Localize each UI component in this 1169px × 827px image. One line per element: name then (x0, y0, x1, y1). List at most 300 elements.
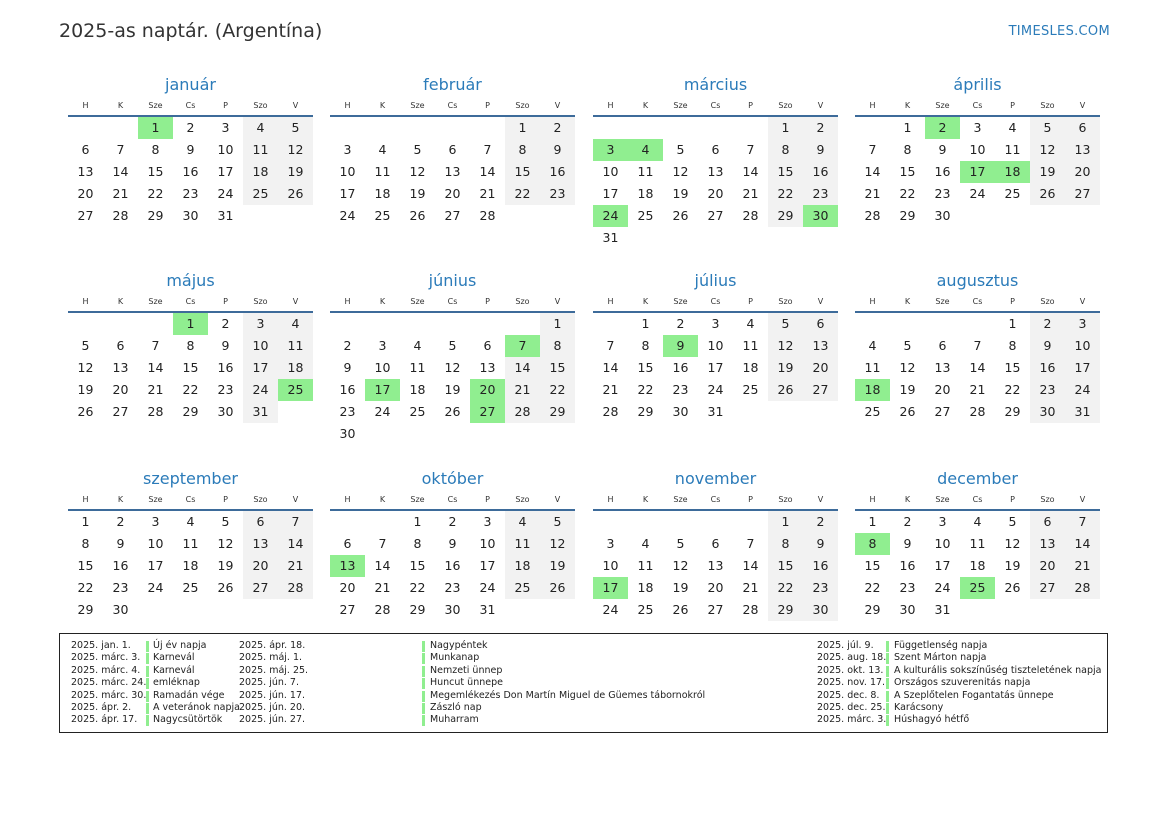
empty-day-cell (855, 313, 890, 335)
weekday-header: Cs (435, 96, 470, 117)
legend-date: 2025. okt. 13. (817, 664, 884, 676)
empty-day-cell (890, 313, 925, 335)
legend-holiday-name: Nagypéntek (430, 640, 488, 651)
legend-date: 2025. ápr. 18. (239, 640, 306, 651)
day-cell: 12 (77, 360, 94, 375)
day-cell: 29 (540, 401, 575, 423)
day-cell: 7 (746, 142, 755, 157)
legend-marker (146, 653, 149, 664)
empty-day-cell (103, 313, 138, 335)
legend-holiday-name: Új év napja (153, 640, 207, 651)
day-cell: 28 (742, 208, 759, 223)
day-cell: 9 (221, 338, 230, 353)
month-days-grid (593, 292, 838, 423)
day-cell: 8 (151, 142, 160, 157)
day-cell: 30 (339, 426, 356, 441)
day-cell: 18 (742, 360, 759, 375)
day-cell: 8 (768, 139, 803, 161)
day-cell: 18 (374, 186, 391, 201)
weekday-header: H (855, 96, 890, 117)
day-cell: 28 (278, 577, 313, 599)
weekday-header: H (68, 96, 103, 117)
day-cell: 10 (934, 536, 951, 551)
day-cell: 28 (374, 602, 391, 617)
day-cell: 31 (602, 230, 619, 245)
legend-date: 2025. dec. 8. (817, 689, 880, 701)
day-cell: 29 (77, 602, 94, 617)
day-cell: 19 (540, 555, 575, 577)
day-cell: 16 (339, 382, 356, 397)
holiday-day-cell: 27 (470, 401, 505, 423)
weekday-header: Cs (960, 490, 995, 511)
day-cell: 12 (1030, 139, 1065, 161)
day-cell: 13 (243, 533, 278, 555)
day-cell: 19 (217, 558, 234, 573)
legend-marker (886, 691, 889, 702)
weekday-header: V (540, 292, 575, 313)
day-cell: 10 (374, 360, 391, 375)
day-cell: 19 (899, 382, 916, 397)
month-november (593, 468, 838, 621)
day-cell: 23 (182, 186, 199, 201)
empty-day-cell (925, 313, 960, 335)
day-cell: 25 (742, 382, 759, 397)
weekday-header: P (995, 490, 1030, 511)
day-cell: 7 (278, 511, 313, 533)
legend-date: 2025. ápr. 17. (71, 714, 138, 726)
empty-day-cell (330, 313, 365, 335)
day-cell: 24 (374, 404, 391, 419)
weekday-header: V (803, 96, 838, 117)
day-cell: 16 (540, 161, 575, 183)
legend-marker (886, 678, 889, 689)
weekday-header: Sze (400, 490, 435, 511)
month-days-grid (68, 96, 313, 227)
day-cell: 22 (505, 183, 540, 205)
day-cell: 6 (343, 536, 352, 551)
day-cell: 24 (969, 186, 986, 201)
month-days-grid (330, 490, 575, 621)
day-cell: 31 (243, 401, 278, 423)
day-cell: 9 (903, 536, 912, 551)
empty-day-cell (68, 117, 103, 139)
day-cell: 6 (711, 536, 720, 551)
day-cell: 28 (1065, 577, 1100, 599)
day-cell: 11 (637, 558, 654, 573)
day-cell: 29 (409, 602, 426, 617)
weekday-header: V (540, 490, 575, 511)
holiday-day-cell: 25 (278, 379, 313, 401)
day-cell: 5 (1030, 117, 1065, 139)
weekday-header: Sze (663, 292, 698, 313)
day-cell: 24 (479, 580, 496, 595)
day-cell: 7 (868, 142, 877, 157)
weekday-header: K (365, 490, 400, 511)
day-cell: 6 (711, 142, 720, 157)
day-cell: 21 (505, 379, 540, 401)
legend-marker (146, 678, 149, 689)
holiday-day-cell: 30 (803, 205, 838, 227)
day-cell: 14 (147, 360, 164, 375)
empty-day-cell (663, 117, 698, 139)
legend-holiday-name: Karnevál (153, 652, 195, 664)
day-cell: 24 (934, 580, 951, 595)
day-cell: 25 (864, 404, 881, 419)
weekday-header: P (208, 96, 243, 117)
empty-day-cell (855, 117, 890, 139)
day-cell: 22 (1004, 382, 1021, 397)
day-cell: 16 (672, 360, 689, 375)
day-cell: 14 (602, 360, 619, 375)
day-cell: 9 (803, 139, 838, 161)
month-title: április (953, 75, 1002, 94)
weekday-header: Cs (173, 292, 208, 313)
weekday-header: Sze (138, 490, 173, 511)
holiday-day-cell: 2 (925, 117, 960, 139)
month-title: augusztus (936, 271, 1019, 290)
day-cell: 16 (934, 164, 951, 179)
day-cell: 8 (186, 338, 195, 353)
day-cell: 26 (278, 183, 313, 205)
weekday-header: Szo (768, 96, 803, 117)
legend-marker (886, 641, 889, 652)
day-cell: 14 (1065, 533, 1100, 555)
weekday-header: H (330, 96, 365, 117)
month-augusztus (855, 270, 1100, 423)
month-days-grid (855, 96, 1100, 227)
day-cell: 25 (637, 602, 654, 617)
holiday-day-cell: 7 (505, 335, 540, 357)
day-cell: 21 (1065, 555, 1100, 577)
holiday-day-cell: 18 (855, 379, 890, 401)
day-cell: 4 (973, 514, 982, 529)
day-cell: 2 (221, 316, 230, 331)
weekday-header: K (103, 96, 138, 117)
day-cell: 23 (899, 580, 916, 595)
legend-holiday-name: Karnevál (153, 664, 195, 676)
weekday-header: P (470, 96, 505, 117)
day-cell: 15 (540, 357, 575, 379)
day-cell: 26 (444, 404, 461, 419)
weekday-header: Szo (505, 490, 540, 511)
day-cell: 5 (540, 511, 575, 533)
day-cell: 7 (746, 536, 755, 551)
day-cell: 13 (1030, 533, 1065, 555)
legend-marker (146, 641, 149, 652)
day-cell: 1 (903, 120, 912, 135)
legend-date: 2025. aug. 18. (817, 652, 887, 664)
day-cell: 6 (803, 313, 838, 335)
day-cell: 13 (77, 164, 94, 179)
day-cell: 10 (602, 558, 619, 573)
day-cell: 4 (641, 536, 650, 551)
legend-marker (422, 715, 425, 726)
day-cell: 5 (903, 338, 912, 353)
day-cell: 29 (768, 599, 803, 621)
weekday-header: K (890, 490, 925, 511)
brand-link[interactable]: TIMESLES.COM (1008, 24, 1110, 39)
day-cell: 15 (768, 161, 803, 183)
day-cell: 28 (505, 401, 540, 423)
day-cell: 30 (112, 602, 129, 617)
day-cell: 23 (339, 404, 356, 419)
legend-date: 2025. márc. 24. (71, 677, 147, 689)
month-február (330, 74, 575, 227)
day-cell: 24 (147, 580, 164, 595)
day-cell: 19 (672, 580, 689, 595)
day-cell: 20 (444, 186, 461, 201)
day-cell: 6 (243, 511, 278, 533)
day-cell: 2 (803, 117, 838, 139)
empty-day-cell (698, 117, 733, 139)
day-cell: 4 (505, 511, 540, 533)
day-cell: 31 (707, 404, 724, 419)
day-cell: 11 (1004, 142, 1021, 157)
day-cell: 5 (278, 117, 313, 139)
empty-day-cell (365, 511, 400, 533)
day-cell: 21 (742, 580, 759, 595)
day-cell: 19 (77, 382, 94, 397)
day-cell: 6 (938, 338, 947, 353)
day-cell: 27 (1065, 183, 1100, 205)
month-december (855, 468, 1100, 621)
day-cell: 18 (969, 558, 986, 573)
day-cell: 17 (934, 558, 951, 573)
day-cell: 19 (672, 186, 689, 201)
day-cell: 18 (243, 161, 278, 183)
legend-holiday-name: Munkanap (430, 652, 480, 664)
day-cell: 29 (768, 205, 803, 227)
day-cell: 25 (409, 404, 426, 419)
day-cell: 14 (374, 558, 391, 573)
day-cell: 30 (803, 599, 838, 621)
day-cell: 10 (147, 536, 164, 551)
day-cell: 13 (444, 164, 461, 179)
weekday-header: Szo (243, 292, 278, 313)
weekday-header: K (103, 490, 138, 511)
day-cell: 1 (641, 316, 650, 331)
weekday-header: K (103, 292, 138, 313)
day-cell: 24 (339, 208, 356, 223)
day-cell: 29 (637, 404, 654, 419)
weekday-header: H (593, 292, 628, 313)
day-cell: 16 (112, 558, 129, 573)
month-title: október (421, 469, 484, 488)
holiday-legend (59, 633, 1108, 733)
day-cell: 30 (217, 404, 234, 419)
day-cell: 2 (116, 514, 125, 529)
empty-day-cell (400, 313, 435, 335)
day-cell: 6 (448, 142, 457, 157)
empty-day-cell (960, 313, 995, 335)
empty-day-cell (330, 511, 365, 533)
day-cell: 22 (637, 382, 654, 397)
day-cell: 21 (147, 382, 164, 397)
empty-day-cell (470, 313, 505, 335)
day-cell: 17 (602, 186, 619, 201)
day-cell: 10 (1065, 335, 1100, 357)
day-cell: 5 (221, 514, 230, 529)
day-cell: 30 (1030, 401, 1065, 423)
day-cell: 28 (112, 208, 129, 223)
holiday-day-cell: 3 (593, 139, 628, 161)
day-cell: 7 (606, 338, 615, 353)
empty-day-cell (103, 117, 138, 139)
weekday-header: Cs (698, 490, 733, 511)
legend-date: 2025. máj. 25. (239, 664, 309, 676)
day-cell: 9 (1030, 335, 1065, 357)
day-cell: 30 (899, 602, 916, 617)
holiday-day-cell: 17 (960, 161, 995, 183)
legend-date: 2025. máj. 1. (239, 652, 303, 664)
day-cell: 25 (1004, 186, 1021, 201)
weekday-header: P (733, 292, 768, 313)
day-cell: 31 (479, 602, 496, 617)
day-cell: 21 (278, 555, 313, 577)
day-cell: 2 (1030, 313, 1065, 335)
day-cell: 26 (1004, 580, 1021, 595)
holiday-day-cell: 24 (593, 205, 628, 227)
day-cell: 15 (182, 360, 199, 375)
empty-day-cell (733, 511, 768, 533)
legend-holiday-name: A kulturális sokszínűség tiszteletének napja (894, 664, 1102, 676)
day-cell: 4 (1008, 120, 1017, 135)
legend-holiday-name: Szent Márton napja (894, 652, 987, 664)
day-cell: 4 (186, 514, 195, 529)
day-cell: 4 (413, 338, 422, 353)
month-május (68, 270, 313, 423)
day-cell: 17 (479, 558, 496, 573)
day-cell: 11 (505, 533, 540, 555)
empty-day-cell (698, 511, 733, 533)
weekday-header: Cs (435, 490, 470, 511)
weekday-header: Szo (1030, 490, 1065, 511)
day-cell: 20 (77, 186, 94, 201)
day-cell: 23 (540, 183, 575, 205)
weekday-header: H (68, 490, 103, 511)
day-cell: 11 (637, 164, 654, 179)
day-cell: 26 (77, 404, 94, 419)
day-cell: 3 (1065, 313, 1100, 335)
day-cell: 3 (973, 120, 982, 135)
empty-day-cell (593, 511, 628, 533)
day-cell: 22 (540, 379, 575, 401)
day-cell: 17 (1065, 357, 1100, 379)
day-cell: 18 (637, 580, 654, 595)
day-cell: 21 (602, 382, 619, 397)
day-cell: 5 (448, 338, 457, 353)
day-cell: 16 (217, 360, 234, 375)
weekday-header: Szo (768, 490, 803, 511)
day-cell: 3 (243, 313, 278, 335)
day-cell: 14 (479, 164, 496, 179)
day-cell: 15 (409, 558, 426, 573)
weekday-header: Cs (173, 96, 208, 117)
day-cell: 3 (343, 142, 352, 157)
weekday-header: K (628, 96, 663, 117)
day-cell: 16 (899, 558, 916, 573)
day-cell: 13 (479, 360, 496, 375)
day-cell: 6 (81, 142, 90, 157)
empty-day-cell (593, 117, 628, 139)
day-cell: 20 (803, 357, 838, 379)
day-cell: 19 (768, 357, 803, 379)
day-cell: 3 (711, 316, 720, 331)
day-cell: 8 (505, 139, 540, 161)
weekday-header: P (995, 292, 1030, 313)
day-cell: 8 (81, 536, 90, 551)
day-cell: 15 (768, 555, 803, 577)
day-cell: 12 (672, 164, 689, 179)
month-days-grid (68, 292, 313, 423)
day-cell: 2 (676, 316, 685, 331)
day-cell: 19 (444, 382, 461, 397)
legend-holiday-name: Nemzeti ünnep (430, 664, 503, 676)
day-cell: 8 (540, 335, 575, 357)
day-cell: 4 (243, 117, 278, 139)
legend-marker (886, 653, 889, 664)
legend-marker (146, 691, 149, 702)
day-cell: 10 (243, 335, 278, 357)
legend-date: 2025. ápr. 2. (71, 702, 132, 713)
day-cell: 12 (444, 360, 461, 375)
day-cell: 30 (672, 404, 689, 419)
day-cell: 29 (182, 404, 199, 419)
day-cell: 17 (217, 164, 234, 179)
weekday-header: Sze (925, 490, 960, 511)
weekday-header: Sze (400, 292, 435, 313)
day-cell: 2 (903, 514, 912, 529)
legend-date: 2025. nov. 17. (817, 677, 886, 689)
weekday-header: P (733, 490, 768, 511)
day-cell: 22 (77, 580, 94, 595)
month-január (68, 74, 313, 227)
day-cell: 9 (540, 139, 575, 161)
day-cell: 30 (934, 208, 951, 223)
day-cell: 23 (217, 382, 234, 397)
day-cell: 2 (343, 338, 352, 353)
month-március (593, 74, 838, 249)
weekday-header: Sze (663, 490, 698, 511)
month-days-grid (330, 96, 575, 227)
day-cell: 20 (707, 186, 724, 201)
weekday-header: Sze (663, 96, 698, 117)
day-cell: 16 (444, 558, 461, 573)
day-cell: 8 (1008, 338, 1017, 353)
day-cell: 1 (81, 514, 90, 529)
day-cell: 11 (864, 360, 881, 375)
day-cell: 21 (969, 382, 986, 397)
day-cell: 10 (602, 164, 619, 179)
day-cell: 3 (221, 120, 230, 135)
legend-holiday-name: Megemlékezés Don Martín Miguel de Güemes tábornokról (430, 689, 706, 701)
day-cell: 27 (243, 577, 278, 599)
weekday-header: V (1065, 490, 1100, 511)
weekday-header: K (890, 292, 925, 313)
empty-day-cell (435, 313, 470, 335)
day-cell: 21 (112, 186, 129, 201)
page-title: 2025-as naptár. (Argentína) (59, 20, 323, 42)
weekday-header: P (470, 292, 505, 313)
legend-date: 2025. jún. 7. (239, 677, 300, 689)
day-cell: 24 (707, 382, 724, 397)
day-cell: 18 (409, 382, 426, 397)
day-cell: 25 (243, 183, 278, 205)
legend-holiday-name: emléknap (153, 677, 200, 689)
weekday-header: Szo (1030, 96, 1065, 117)
day-cell: 3 (606, 536, 615, 551)
weekday-header: H (68, 292, 103, 313)
